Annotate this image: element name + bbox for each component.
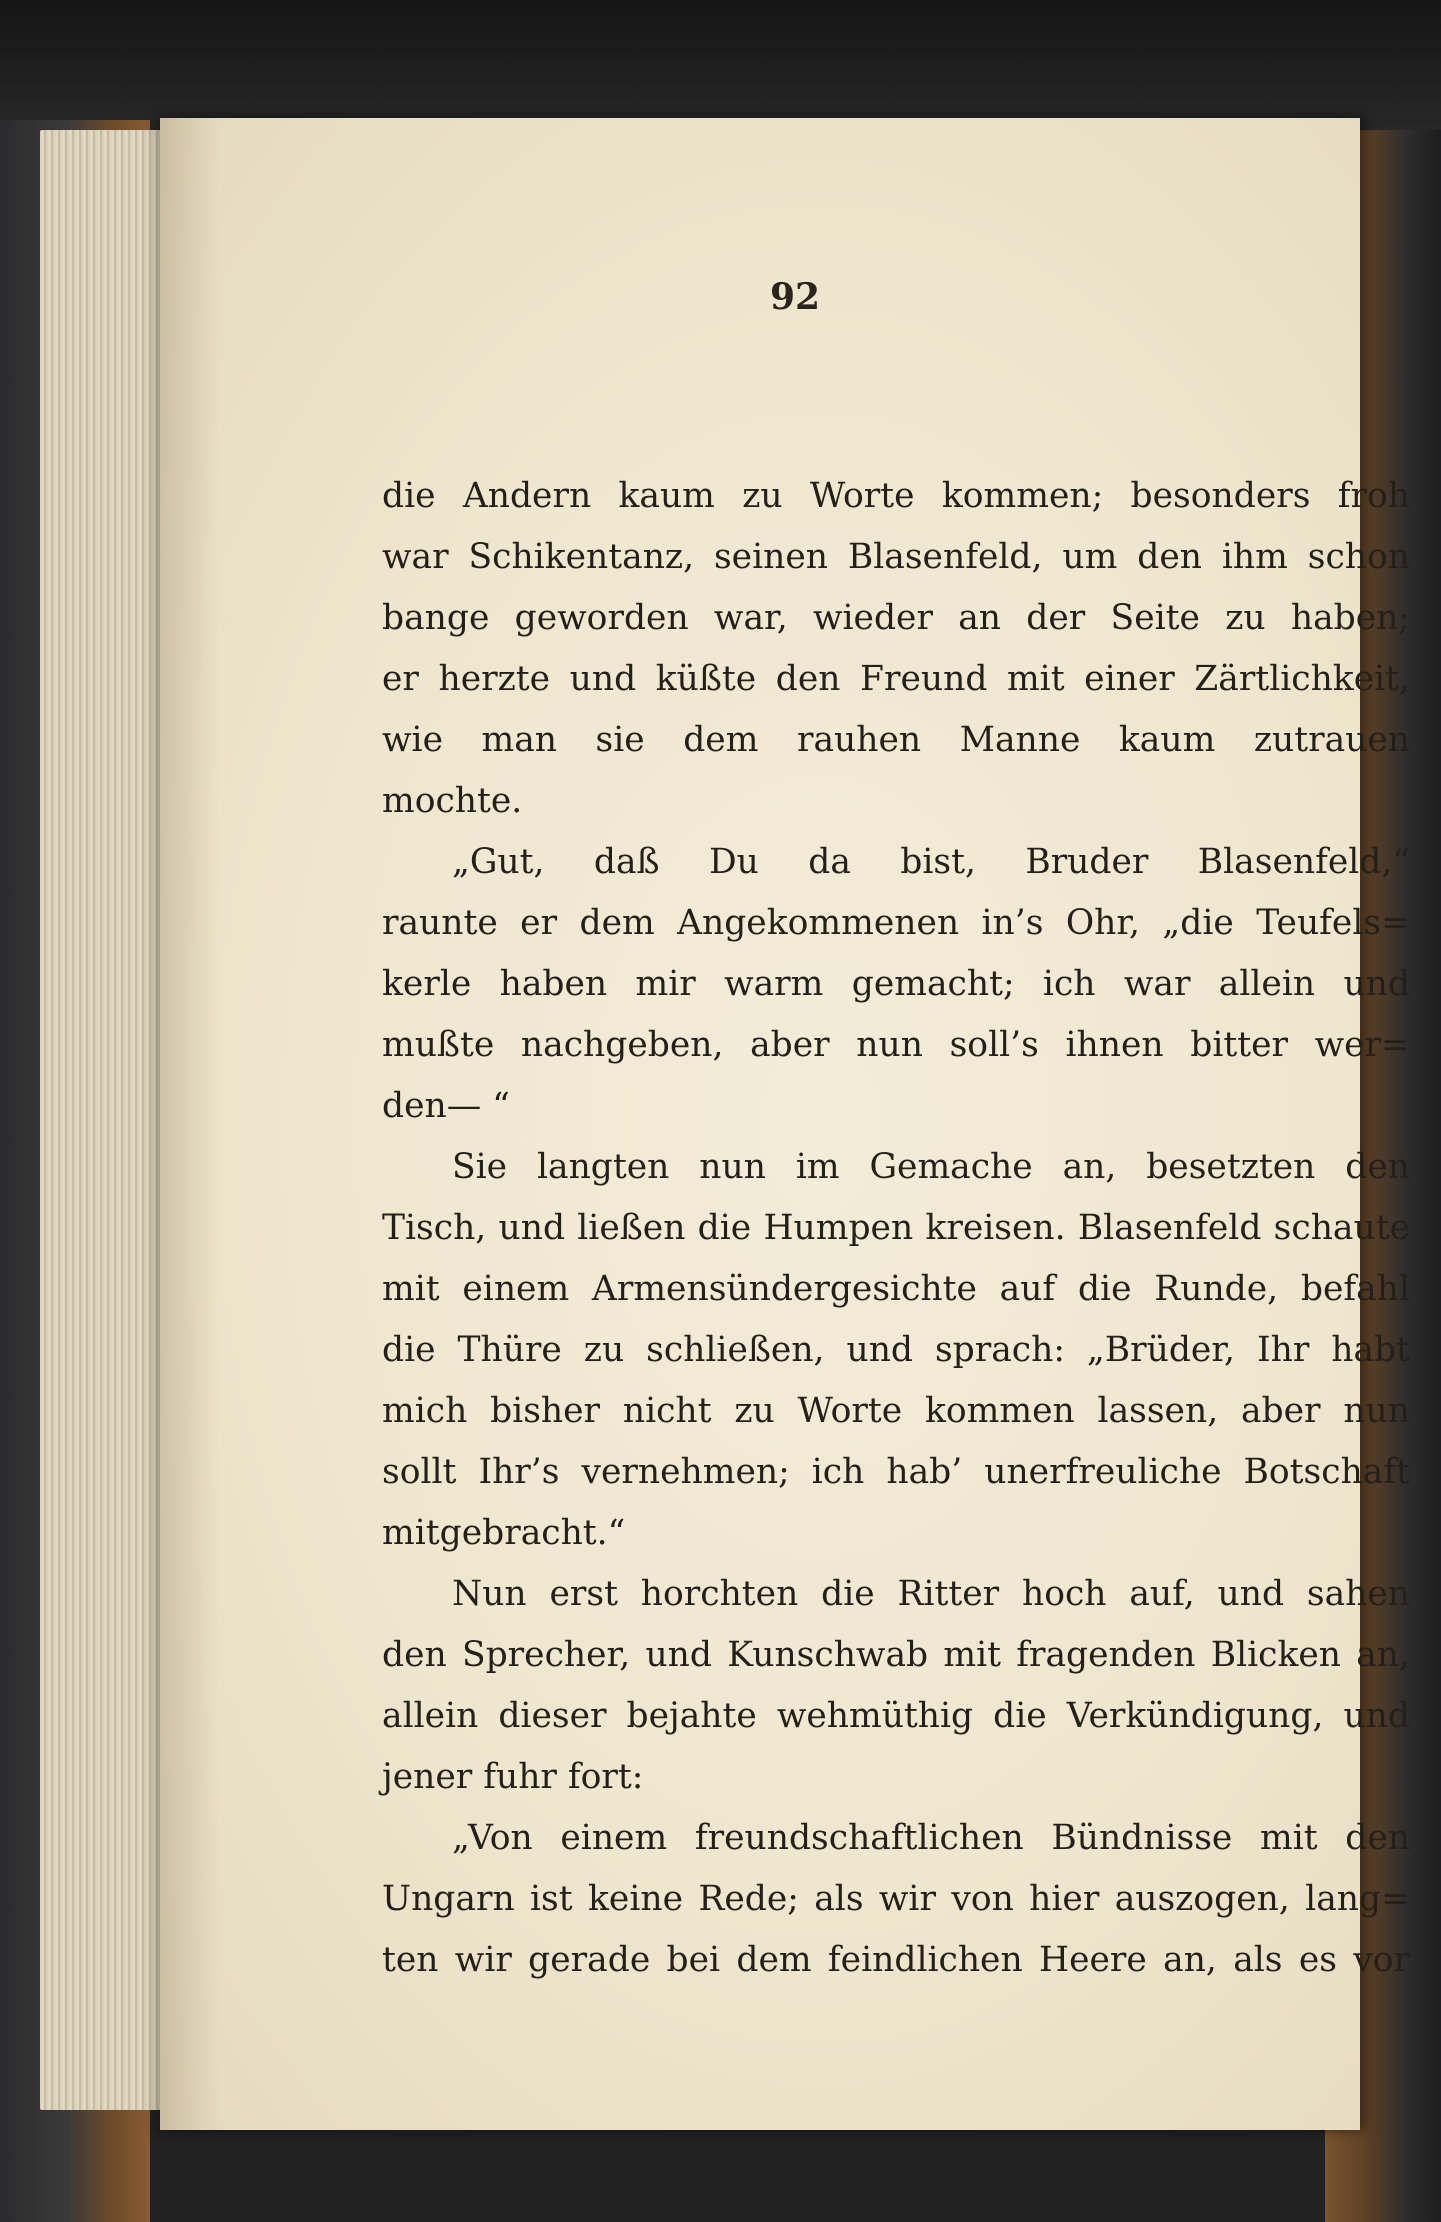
- page-edges: [40, 130, 170, 2110]
- text-line: ten wir gerade bei dem feindlichen Heere an, als es vor: [382, 1940, 1410, 1980]
- text-line: den Sprecher, und Kunschwab mit fragenden Blicken an,: [382, 1635, 1410, 1675]
- text-line: die Andern kaum zu Worte kommen; besonders froh: [382, 476, 1410, 516]
- text-line: mich bisher nicht zu Worte kommen lassen, aber nun: [382, 1391, 1410, 1431]
- text-line: mitgebracht.“: [382, 1513, 626, 1553]
- text-line: kerle haben mir warm gemacht; ich war allein und: [382, 964, 1410, 1004]
- text-line: war Schikentanz, seinen Blasenfeld, um den ihm schon: [382, 537, 1410, 577]
- text-line: den— “: [382, 1086, 510, 1126]
- text-line: jener fuhr fort:: [382, 1757, 644, 1797]
- text-line: die Thüre zu schließen, und sprach: „Brüder, Ihr habt: [382, 1330, 1410, 1370]
- text-line: er herzte und küßte den Freund mit einer Zärtlichkeit,: [382, 659, 1410, 699]
- text-line: Tisch, und ließen die Humpen kreisen. Blasenfeld schaute: [382, 1208, 1410, 1248]
- text-line: allein dieser bejahte wehmüthig die Verkündigung, und: [382, 1696, 1410, 1736]
- text-line: mußte nachgeben, aber nun soll’s ihnen bitter wer=: [382, 1025, 1410, 1065]
- text-line: wie man sie dem rauhen Manne kaum zutrauen: [382, 720, 1410, 760]
- text-line: mit einem Armensündergesichte auf die Runde, befahl: [382, 1269, 1410, 1309]
- text-line: sollt Ihr’s vernehmen; ich hab’ unerfreuliche Botschaft: [382, 1452, 1410, 1492]
- page-number: 92: [769, 276, 821, 318]
- text-line: „Von einem freundschaftlichen Bündnisse mit den: [452, 1818, 1410, 1858]
- text-line: Nun erst horchten die Ritter hoch auf, und sahen: [452, 1574, 1410, 1614]
- text-line: Ungarn ist keine Rede; als wir von hier auszogen, lang=: [382, 1879, 1410, 1919]
- text-line: bange geworden war, wieder an der Seite zu haben;: [382, 598, 1410, 638]
- text-line: raunte er dem Angekommenen in’s Ohr, „die Teufels=: [382, 903, 1410, 943]
- book-page: [160, 118, 1410, 2130]
- text-line: mochte.: [382, 781, 523, 821]
- text-line: Sie langten nun im Gemache an, besetzten den: [452, 1147, 1410, 1187]
- text-line: „Gut, daß Du da bist, Bruder Blasenfeld,“: [452, 842, 1410, 882]
- page-body-text: [382, 466, 1410, 1991]
